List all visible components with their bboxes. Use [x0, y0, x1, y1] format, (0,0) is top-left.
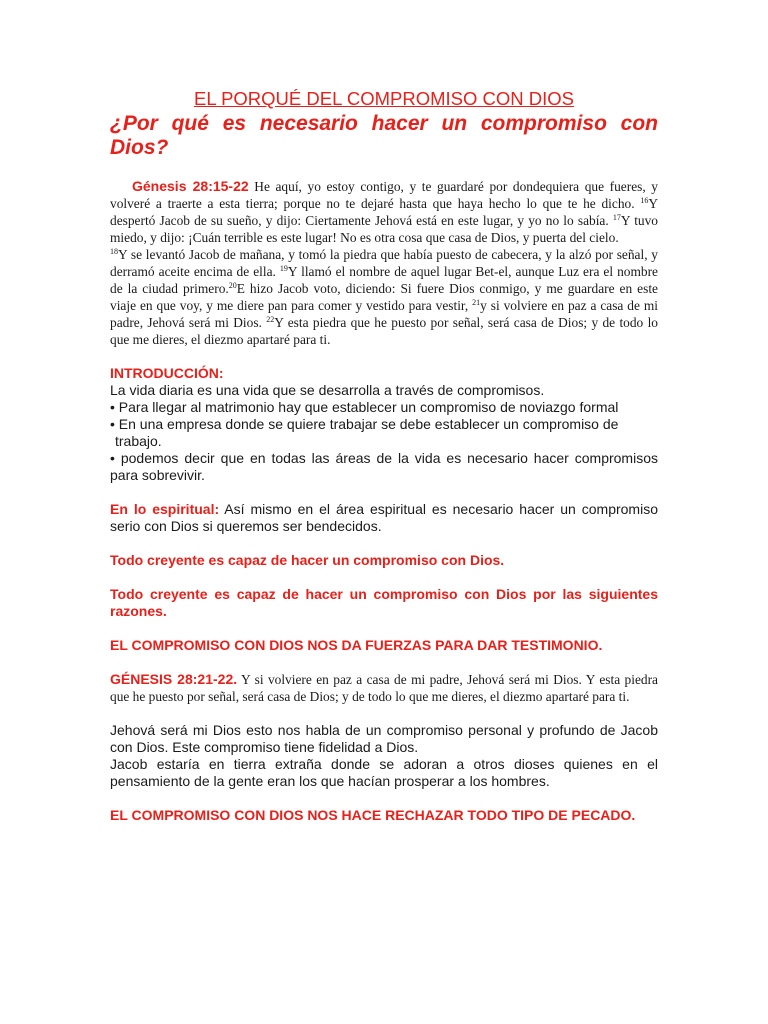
scripture-reference: GÉNESIS 28:21-22.	[110, 671, 238, 687]
verse-20: E hizo Jacob voto, diciendo: Si fuere Dios conmigo, y me guardare en este viaje en que voy, y me diere pan para comer y vestido para vestir,	[110, 281, 659, 313]
verse-number: 21	[472, 298, 481, 307]
verse-22: Y esta piedra que he puesto por señal, será casa de Dios; y de todo lo que me dieres, el diezmo apartaré para ti.	[110, 315, 658, 347]
verse-number: 19	[279, 264, 288, 273]
section-heading: EL COMPROMISO CON DIOS NOS HACE RECHAZAR TODO TIPO DE PECADO.	[110, 807, 636, 823]
espiritual-text: Así mismo en el área espiritual es necesario hacer un compromiso serio con Dios si queremos ser bendecidos.	[110, 501, 658, 534]
scripture-genesis-28-21-22	[110, 671, 658, 705]
statement: Todo creyente es capaz de hacer un compromiso con Dios.	[110, 552, 505, 568]
verse-number: 16	[640, 196, 649, 205]
verse-21: y si volviere en paz a casa de mi padre, Jehová será mi Dios.	[110, 298, 658, 330]
intro-bullet: • podemos decir que en todas las áreas de la vida es necesario hacer compromisos para sobrevivir.	[110, 450, 658, 483]
verse-number: 18	[110, 247, 118, 256]
intro-bullet-continuation: trabajo.	[115, 433, 162, 449]
scripture-continuation	[110, 246, 658, 348]
section-heading: EL COMPROMISO CON DIOS NOS DA FUERZAS PARA DAR TESTIMONIO.	[110, 637, 603, 653]
document-title: EL PORQUÉ DEL COMPROMISO CON DIOS	[194, 88, 574, 109]
verse-16: Y despertó Jacob de su sueño, y dijo: Ciertamente Jehová está en este lugar, y yo no lo sabía.	[110, 196, 658, 228]
verse-number: 17	[612, 213, 621, 222]
body-paragraph: Jacob estaría en tierra extraña donde se adoran a otros dioses quienes en el pensamiento de la gente eran los que hacían prosperar a los hombres.	[110, 756, 658, 789]
body-paragraph: Jehová será mi Dios esto nos habla de un compromiso personal y profundo de Jacob con Dios. Este compromiso tiene fidelidad a Dios.	[110, 722, 658, 755]
verse-19: Y llamó el nombre de aquel lugar Bet-el, aunque Luz era el nombre de la ciudad primero.	[110, 264, 658, 296]
statement: Todo creyente es capaz de hacer un compromiso con Dios por las siguientes razones.	[110, 586, 658, 619]
intro-line: La vida diaria es una vida que se desarrolla a través de compromisos.	[110, 382, 545, 398]
scripture-text: Y si volviere en paz a casa de mi padre, Jehová será mi Dios. Y esta piedra que he puesto por señal, será casa de Dios; y de todo lo que me dieres, el diezmo apartaré para ti.	[110, 672, 658, 704]
intro-bullet: • Para llegar al matrimonio hay que establecer un compromiso de noviazgo formal	[110, 399, 619, 415]
verse-17: Y tuvo miedo, y dijo: ¡Cuán terrible es este lugar! No es otra cosa que casa de Dios, y puerta del cielo.	[110, 213, 659, 245]
scripture-genesis-28-15-22	[110, 178, 658, 246]
espiritual-paragraph	[110, 501, 658, 535]
verse-18: Y se levantó Jacob de mañana, y tomó la piedra que había puesto de cabecera, y la alzó por señal, y derramó aceite encima de ella.	[110, 247, 658, 279]
verse-number: 22	[266, 315, 275, 324]
verse-number: 20	[228, 281, 237, 290]
intro-bullet: • En una empresa donde se quiere trabajar se debe establecer un compromiso de	[110, 416, 619, 432]
verse-15: He aquí, yo estoy contigo, y te guardaré por dondequiera que fueres, y volveré a traerte a esta tierra; porque no te dejaré hasta que haya hecho lo que te he dicho.	[110, 179, 658, 211]
scripture-reference: Génesis 28:15-22	[132, 178, 249, 194]
espiritual-label: En lo espiritual:	[110, 501, 220, 517]
intro-heading: INTRODUCCIÓN:	[110, 365, 224, 381]
document-subtitle: ¿Por qué es necesario hacer un compromiso con Dios?	[110, 112, 658, 159]
